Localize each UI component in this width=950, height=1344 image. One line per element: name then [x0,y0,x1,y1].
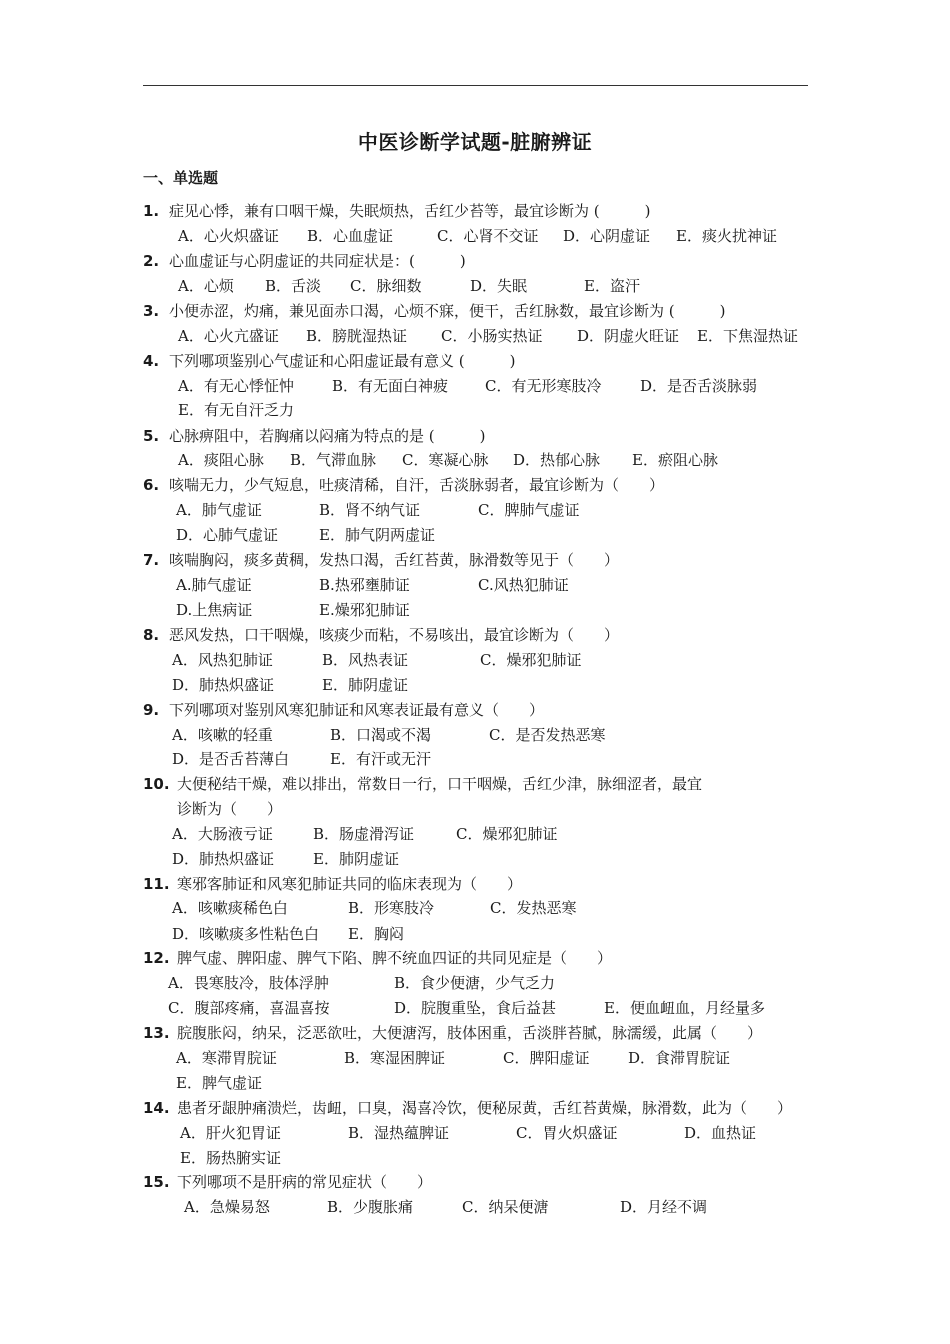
question-3 [143,301,725,321]
answer-option: D．肺热炽盛证 [172,850,275,868]
answer-option: D．肺热炽盛证 [172,676,275,694]
answer-option: D．血热证 [684,1124,757,1142]
answer-option: B．湿热蕴脾证 [348,1124,450,1142]
question-number: 4. [143,352,160,370]
question-text: 下列哪项不是肝病的常见症状（ ） [177,1173,433,1191]
answer-option: A．咳嗽痰稀色白 [172,899,288,917]
answer-option: E．盗汗 [584,277,640,295]
answer-option: C．心肾不交证 [437,227,539,245]
answer-option: B．形寒肢冷 [348,899,435,917]
answer-option: A．心烦 [178,277,234,295]
header-rule [143,85,808,86]
answer-option: B．食少便溏，少气乏力 [394,974,556,992]
answer-option: E．肠热腑实证 [180,1149,281,1167]
answer-option: E.燥邪犯肺证 [319,601,410,619]
question-4 [143,351,515,371]
answer-option: C．是否发热恶寒 [489,726,606,744]
question-14 [143,1098,792,1118]
question-text: 心血虚证与心阴虚证的共同症状是：( ) [169,252,466,270]
answer-option: D．失眠 [470,277,528,295]
answer-option: D．是否舌苔薄白 [172,750,290,768]
answer-option: A．痰阻心脉 [178,451,264,469]
answer-option: E．便血衄血，月经量多 [604,999,765,1017]
answer-option: C．腹部疼痛，喜温喜按 [168,999,330,1017]
answer-option: A．急燥易怒 [184,1198,270,1216]
answer-option: B．口渴或不渴 [330,726,432,744]
section-heading: 一、单选题 [143,169,219,187]
answer-option: A．咳嗽的轻重 [172,726,273,744]
answer-option: E．胸闷 [348,925,404,943]
answer-option: A．寒滞胃脘证 [176,1049,277,1067]
question-text: 小便赤涩，灼痛，兼见面赤口渴，心烦不寐，便干，舌红脉数，最宜诊断为 ( ) [169,302,726,320]
question-number: 13. [143,1024,170,1042]
answer-option: B．气滞血脉 [290,451,377,469]
answer-option: A．肺气虚证 [176,501,262,519]
answer-option: E．肺阴虚证 [322,676,408,694]
question-number: 11. [143,875,170,893]
answer-option: D．月经不调 [620,1198,708,1216]
question-number: 1. [143,202,160,220]
answer-option: B．膀胱湿热证 [306,327,408,345]
question-6 [143,475,664,495]
question-number: 14. [143,1099,170,1117]
question-10 [143,774,702,794]
question-number: 3. [143,302,160,320]
answer-option: A．大肠液亏证 [172,825,273,843]
answer-option: E．有汗或无汗 [330,750,431,768]
question-text: 咳喘无力，少气短息，吐痰清稀，自汗，舌淡脉弱者，最宜诊断为（ ） [169,476,665,494]
question-text: 心脉痹阻中，若胸痛以闷痛为特点的是 ( ) [169,427,486,445]
question-7 [143,550,619,570]
answer-option: B．肠虚滑泻证 [313,825,415,843]
answer-option: A.肺气虚证 [176,576,252,594]
answer-option: E．痰火扰神证 [676,227,777,245]
question-text: 下列哪项鉴别心气虚证和心阳虚证最有意义 ( ) [169,352,516,370]
question-text: 恶风发热，口干咽燥，咳痰少而粘，不易咳出，最宜诊断为（ ） [169,626,620,644]
answer-option: D．咳嗽痰多性粘色白 [172,925,320,943]
question-number: 8. [143,626,160,644]
question-13 [143,1023,762,1043]
answer-option: C．胃火炽盛证 [516,1124,618,1142]
answer-option: B．有无面白神疲 [332,377,449,395]
answer-option: C．纳呆便溏 [462,1198,549,1216]
answer-option: D．脘腹重坠，食后益甚 [394,999,557,1017]
question-12 [143,948,612,968]
answer-option: B．肾不纳气证 [319,501,421,519]
answer-option: D．心阴虚证 [563,227,651,245]
answer-option: C．寒凝心脉 [402,451,489,469]
answer-option: B．舌淡 [265,277,322,295]
answer-option: C．有无形寒肢冷 [485,377,602,395]
question-1 [143,201,650,221]
answer-option: C．脉细数 [350,277,422,295]
page-title: 中医诊断学试题-脏腑辨证 [357,130,593,154]
question-number: 15. [143,1173,170,1191]
question-number: 9. [143,701,160,719]
answer-option: B．心血虚证 [307,227,394,245]
question-number: 5. [143,427,160,445]
question-9 [143,700,544,720]
answer-option: D．热郁心脉 [513,451,601,469]
answer-option: A．心火炽盛证 [178,227,279,245]
answer-option: A．心火亢盛证 [178,327,279,345]
answer-option: D．是否舌淡脉弱 [640,377,758,395]
question-number: 12. [143,949,170,967]
answer-option: E．有无自汗乏力 [178,401,294,419]
question-2 [143,251,466,271]
answer-option: C.风热犯肺证 [478,576,569,594]
answer-option: C．脾肺气虚证 [478,501,580,519]
answer-option: E．脾气虚证 [176,1074,262,1092]
answer-option: E．肺气阴两虚证 [319,526,435,544]
question-text: 脘腹胀闷，纳呆，泛恶欲吐，大便溏泻，肢体困重，舌淡胖苔腻，脉濡缓，此属（ ） [177,1024,763,1042]
question-text: 症见心悸，兼有口咽干燥，失眠烦热，舌红少苔等，最宜诊断为 ( ) [169,202,651,220]
answer-option: D．阴虚火旺证 [577,327,680,345]
answer-option: B．风热表证 [322,651,409,669]
question-number: 10. [143,775,170,793]
answer-option: C．小肠实热证 [441,327,543,345]
question-number: 2. [143,252,160,270]
question-text: 患者牙龈肿痛溃烂，齿衄，口臭，渴喜冷饮，便秘尿黄，舌红苔黄燥，脉滑数，此为（ ） [177,1099,793,1117]
answer-option: C．脾阳虚证 [503,1049,590,1067]
answer-option: A．畏寒肢冷，肢体浮肿 [168,974,329,992]
answer-option: D．心肺气虚证 [176,526,279,544]
question-text: 下列哪项对鉴别风寒犯肺证和风寒表证最有意义（ ） [169,701,545,719]
question-number: 6. [143,476,160,494]
question-text-continued: 诊断为（ ） [177,800,283,818]
answer-option: E．肺阴虚证 [313,850,399,868]
answer-option: A．有无心悸怔忡 [178,377,294,395]
answer-option: C．发热恶寒 [490,899,577,917]
answer-option: C．燥邪犯肺证 [480,651,582,669]
question-5 [143,426,485,446]
answer-option: B．少腹胀痛 [327,1198,414,1216]
answer-option: D.上焦病证 [176,601,253,619]
answer-option: B.热邪壅肺证 [319,576,410,594]
answer-option: E．瘀阻心脉 [632,451,718,469]
question-text: 咳喘胸闷，痰多黄稠，发热口渴，舌红苔黄，脉滑数等见于（ ） [169,551,620,569]
question-8 [143,625,619,645]
answer-option: C．燥邪犯肺证 [456,825,558,843]
answer-option: A．肝火犯胃证 [180,1124,281,1142]
answer-option: D．食滞胃脘证 [628,1049,731,1067]
question-11 [143,874,522,894]
question-text: 大便秘结干燥，难以排出，常数日一行，口干咽燥，舌红少津，脉细涩者，最宜 [177,775,703,793]
answer-option: B．寒湿困脾证 [344,1049,446,1067]
question-text: 寒邪客肺证和风寒犯肺证共同的临床表现为（ ） [177,875,523,893]
answer-option: A．风热犯肺证 [172,651,273,669]
question-text: 脾气虚、脾阳虚、脾气下陷、脾不统血四证的共同见症是（ ） [177,949,613,967]
question-15 [143,1172,432,1192]
answer-option: E．下焦湿热证 [697,327,798,345]
question-number: 7. [143,551,160,569]
